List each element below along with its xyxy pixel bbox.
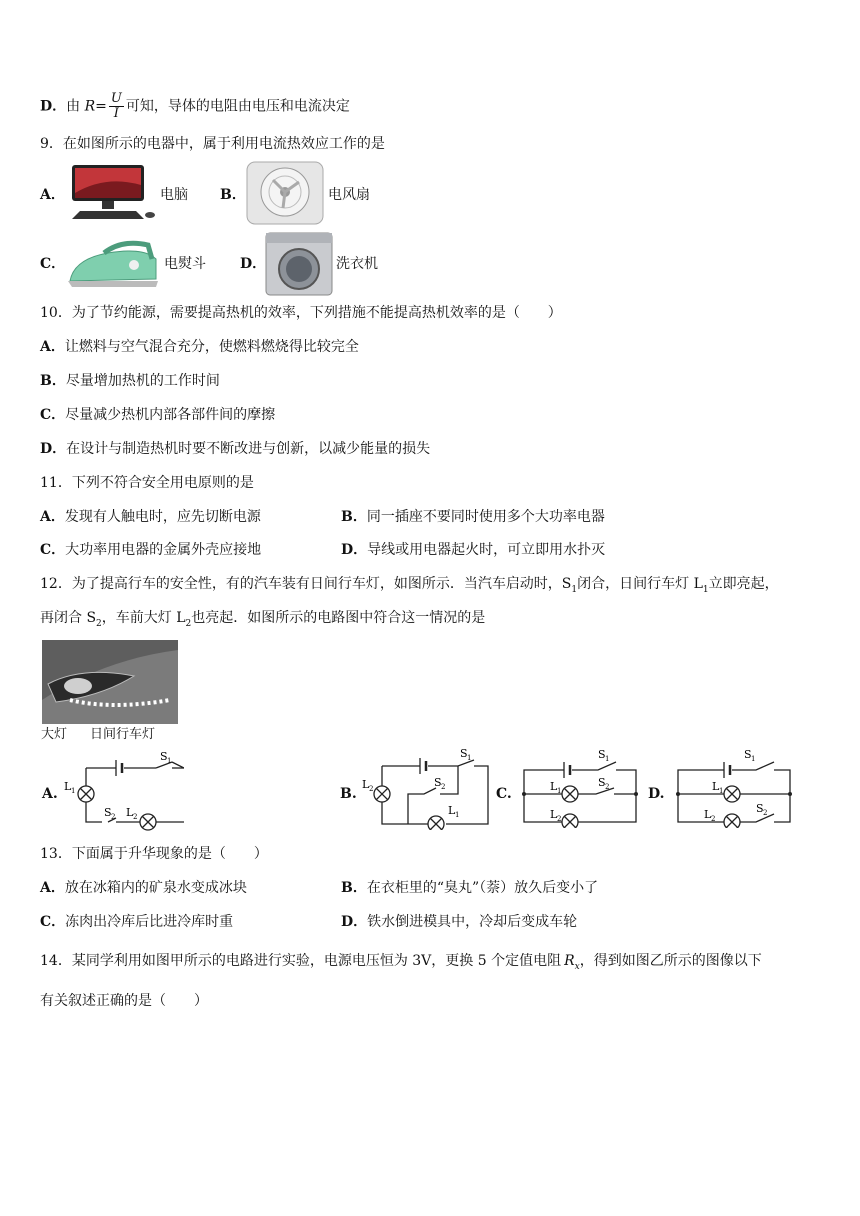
- svg-text:2: 2: [441, 783, 446, 791]
- option-letter: C．: [40, 542, 66, 558]
- stem-text: 立即亮起，: [708, 576, 779, 592]
- svg-text:L: L: [704, 808, 712, 821]
- option-letter: A．: [40, 880, 65, 896]
- circuit-a: [64, 752, 184, 832]
- svg-text:S: S: [756, 802, 764, 815]
- q12-stem-line2: [40, 608, 485, 634]
- option-letter: C．: [40, 914, 66, 930]
- svg-text:L: L: [550, 808, 558, 821]
- q11-option-c: [40, 540, 261, 560]
- subscript: x: [574, 961, 580, 972]
- svg-text:2: 2: [763, 809, 768, 817]
- subscript: 1: [571, 584, 578, 595]
- q12-option-a-letter: A.: [42, 786, 58, 802]
- photo-label-daytime-light: 日间行车灯: [90, 727, 156, 742]
- q10-option-b: [40, 371, 220, 391]
- q14-stem-line1: [40, 951, 762, 977]
- car-headlight-photo: [42, 640, 178, 724]
- photo-label-headlight: 大灯: [41, 727, 68, 742]
- q10-option-a: [40, 337, 359, 357]
- option-text: 大功率用电器的金属外壳应接地: [65, 542, 262, 558]
- svg-text:L: L: [126, 806, 134, 819]
- option-text: 由: [66, 98, 81, 115]
- svg-text:2: 2: [133, 813, 138, 821]
- q9-option-c-text: 电熨斗: [164, 256, 206, 272]
- q12-option-d-letter: D.: [648, 786, 665, 802]
- svg-text:S: S: [598, 748, 606, 761]
- svg-text:2: 2: [369, 785, 374, 793]
- svg-text:2: 2: [605, 783, 610, 791]
- q9-option-c-letter: C．: [40, 256, 66, 272]
- q10-option-c: [40, 405, 275, 425]
- washing-machine-image: [264, 231, 334, 297]
- option-letter: B．: [341, 880, 367, 896]
- svg-text:1: 1: [719, 787, 724, 795]
- option-letter: D．: [40, 98, 67, 115]
- svg-text:1: 1: [467, 754, 472, 762]
- subscript: 2: [96, 618, 102, 629]
- q9-option-d-text: 洗衣机: [336, 256, 378, 272]
- subscript: 1: [702, 584, 709, 595]
- fraction-denominator: I: [113, 106, 119, 121]
- option-text: 让燃料与空气混合充分，使燃料燃烧得比较完全: [64, 339, 359, 355]
- option-text: 尽量增加热机的工作时间: [65, 373, 220, 389]
- q9-stem: 9．在如图所示的电器中，属于利用电流热效应工作的是: [40, 136, 385, 152]
- electric-iron-image: [64, 235, 162, 291]
- svg-text:L: L: [448, 804, 456, 817]
- stem-text: ，得到如图乙所示的图像以下: [579, 953, 762, 969]
- q9-option-a-letter: A．: [40, 187, 65, 203]
- stem-text: 也亮起．如图所示的电路图中符合这一情况的是: [191, 610, 486, 626]
- label-l1: L: [64, 780, 72, 793]
- q11-option-b: [341, 507, 605, 527]
- q8-option-d: [40, 92, 350, 121]
- q13-option-b: [341, 878, 598, 898]
- q9-option-b-letter: B．: [220, 187, 246, 203]
- formula-fraction: [109, 92, 124, 121]
- q9-option-b-text: 电风扇: [328, 187, 370, 203]
- q13-option-d: [341, 912, 577, 932]
- q10-stem: 10．为了节约能源，需要提高热机的效率，下列措施不能提高热机效率的是（ ）: [40, 305, 562, 321]
- stem-text: 闭合，日间行车灯 L: [577, 576, 703, 592]
- option-letter: D．: [341, 914, 368, 930]
- option-text: 铁水倒进模具中，冷却后变成车轮: [367, 914, 578, 930]
- option-letter: A．: [40, 509, 65, 525]
- q11-option-d: [341, 540, 605, 560]
- formula-lhs: R: [84, 98, 96, 115]
- svg-text:S: S: [104, 806, 112, 819]
- svg-text:S: S: [744, 748, 752, 761]
- stem-text: 14．某同学利用如图甲所示的电路进行实验，电源电压恒为 3V，更换 5 个定值电阻: [40, 953, 562, 969]
- circuit-b: [362, 748, 492, 830]
- stem-text: ，车前大灯 L: [101, 610, 186, 626]
- q13-stem: 13．下面属于升华现象的是（ ）: [40, 846, 268, 862]
- svg-text:1: 1: [455, 811, 460, 819]
- option-letter: D．: [40, 441, 67, 457]
- svg-text:L: L: [550, 780, 558, 793]
- q11-stem: 11．下列不符合安全用电原则的是: [40, 475, 254, 491]
- fraction-numerator: U: [110, 91, 122, 106]
- svg-text:L: L: [712, 780, 720, 793]
- option-text: 同一插座不要同时使用多个大功率电器: [366, 509, 605, 525]
- q12-option-c-letter: C.: [496, 786, 512, 802]
- option-text: 发现有人触电时，应先切断电源: [64, 509, 261, 525]
- stem-text: 12．为了提高行车的安全性，有的汽车装有日间行车灯，如图所示．当汽车启动时，S: [40, 576, 572, 592]
- option-letter: B．: [341, 509, 367, 525]
- q14-stem-line2: 有关叙述正确的是（ ）: [40, 993, 208, 1009]
- svg-text:1: 1: [71, 787, 76, 795]
- svg-text:S: S: [598, 776, 606, 789]
- computer-image: [66, 163, 158, 225]
- q10-option-d: [40, 439, 430, 459]
- svg-text:1: 1: [605, 755, 610, 763]
- option-text: 在设计与制造热机时要不断改进与创新，以减少能量的损失: [66, 441, 431, 457]
- electric-fan-image: [243, 160, 327, 228]
- svg-text:L: L: [362, 778, 370, 791]
- option-text: 在衣柜里的“臭丸”（萘）放久后变小了: [366, 880, 599, 896]
- option-text: 尽量减少热机内部各部件间的摩擦: [65, 407, 276, 423]
- stem-text: 再闭合 S: [40, 610, 97, 626]
- q9-option-d-letter: D．: [240, 256, 267, 272]
- q12-stem-line1: [40, 574, 779, 600]
- q9-option-a-text: 电脑: [160, 187, 188, 203]
- circuit-d: [672, 746, 802, 828]
- option-text: 放在冰箱内的矿泉水变成冰块: [64, 880, 247, 896]
- option-letter: D．: [341, 542, 368, 558]
- formula-eq: =: [95, 98, 107, 115]
- q12-option-b-letter: B.: [340, 786, 357, 802]
- q13-option-a: [40, 878, 247, 898]
- svg-text:2: 2: [711, 815, 716, 823]
- svg-text:1: 1: [557, 787, 562, 795]
- svg-text:2: 2: [557, 815, 562, 823]
- subscript: 2: [185, 618, 192, 629]
- option-text: 冻肉出冷库后比进冷库时重: [65, 914, 234, 930]
- svg-text:S: S: [434, 776, 442, 789]
- option-letter: C．: [40, 407, 66, 423]
- resistor-symbol: R: [564, 953, 575, 969]
- svg-text:S: S: [460, 748, 468, 760]
- option-letter: B．: [40, 373, 66, 389]
- svg-text:2: 2: [111, 813, 116, 821]
- option-text: 可知，导体的电阻由电压和电流决定: [125, 98, 350, 115]
- q11-option-a: [40, 507, 261, 527]
- svg-text:1: 1: [751, 755, 756, 763]
- circuit-c: [518, 746, 644, 828]
- option-text: 导线或用电器起火时，可立即用水扑灭: [367, 542, 606, 558]
- svg-text:1: 1: [167, 757, 172, 765]
- q13-option-c: [40, 912, 233, 932]
- svg-text:S: S: [160, 752, 168, 763]
- option-letter: A．: [40, 339, 65, 355]
